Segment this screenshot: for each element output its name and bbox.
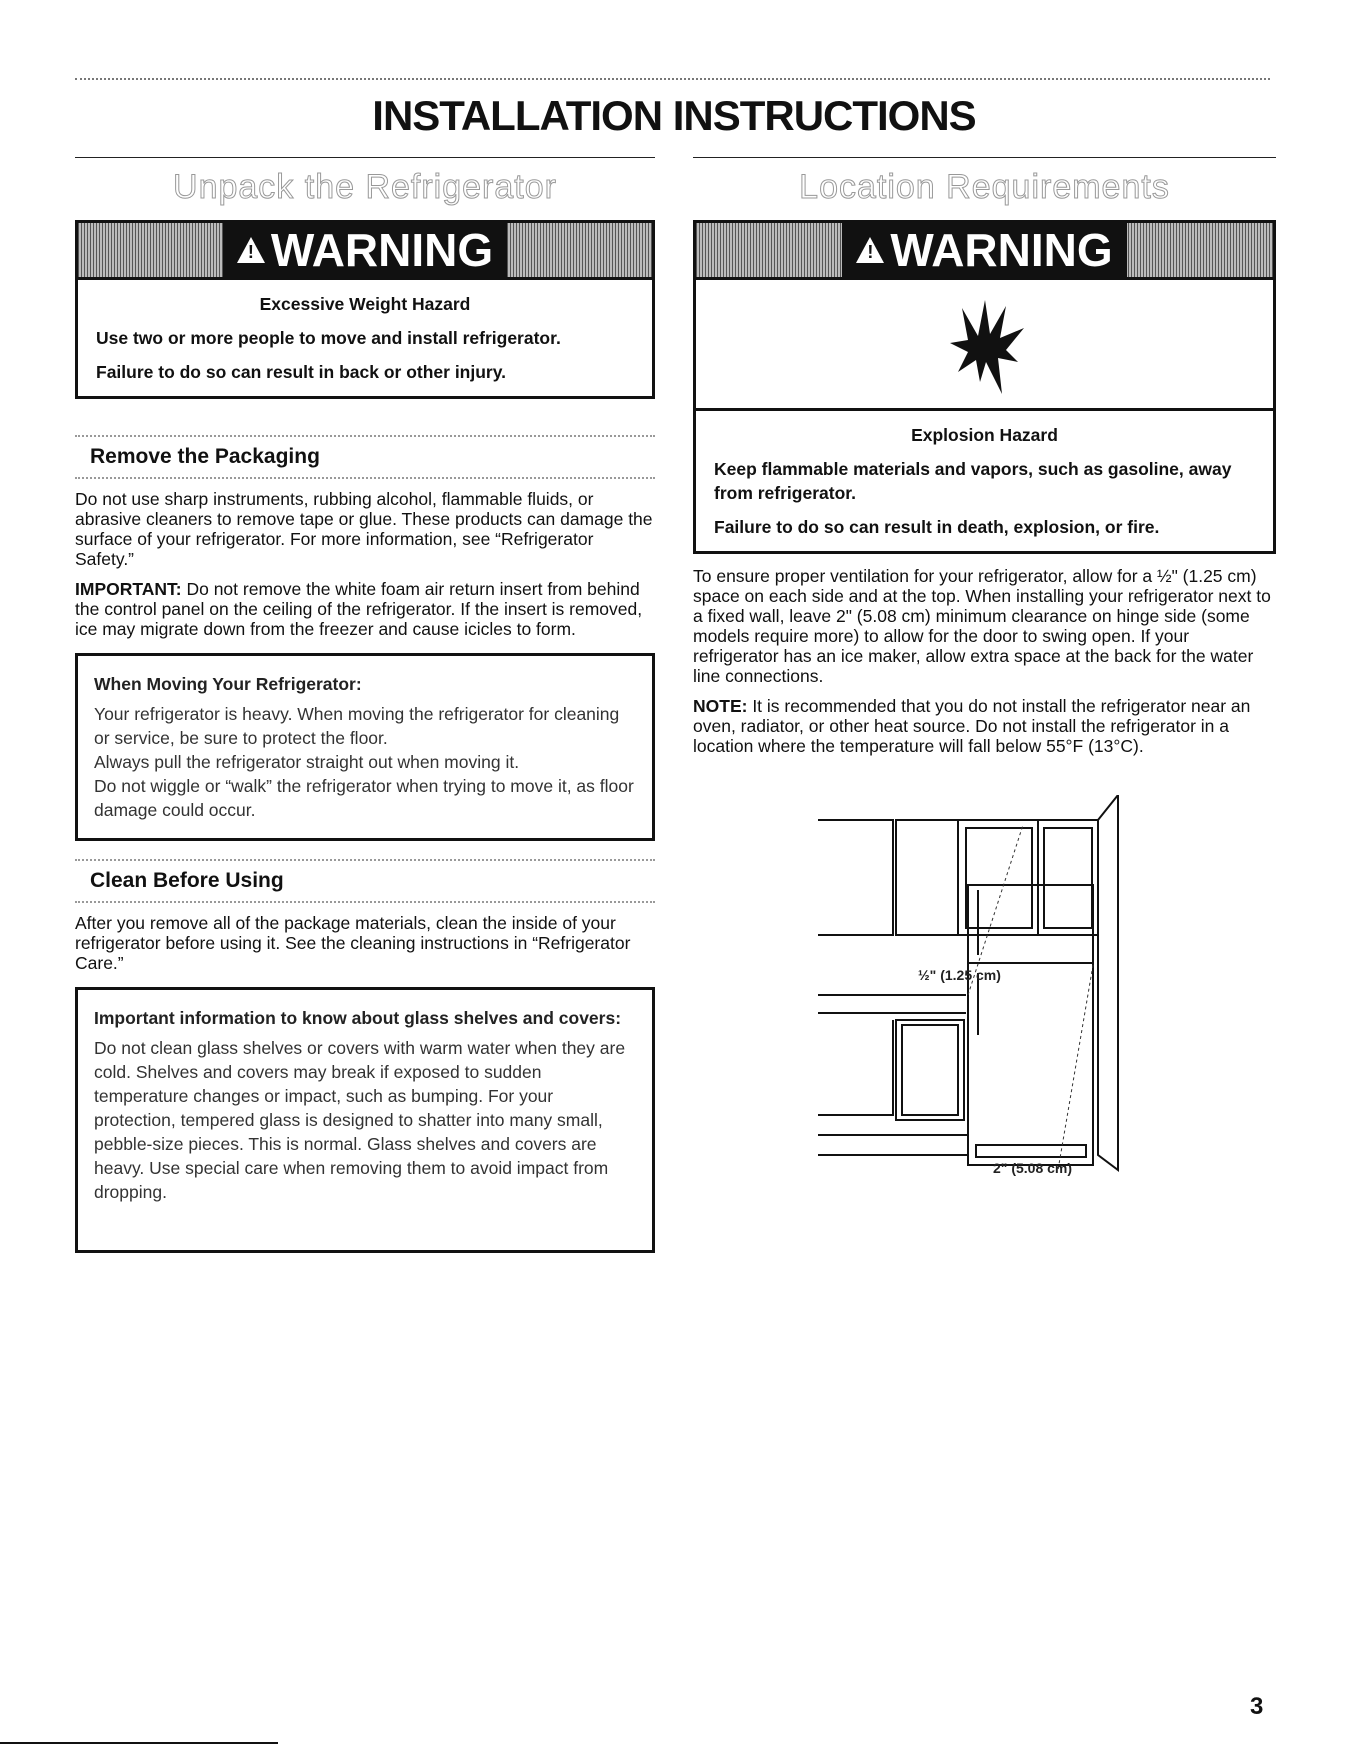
subsection-heading: Remove the Packaging — [90, 445, 320, 468]
top-dotted-rule — [75, 78, 1270, 83]
note-title: When Moving Your Refrigerator: — [94, 674, 362, 694]
hazard-title: Explosion Hazard — [911, 425, 1058, 445]
warning-body — [78, 280, 652, 396]
section-title-location: Location Requirements — [799, 168, 1170, 206]
section-rule — [75, 157, 655, 158]
hazard-title: Excessive Weight Hazard — [259, 294, 471, 314]
left-column — [75, 157, 655, 1253]
page-number: 3 — [1250, 1693, 1264, 1720]
right-column — [693, 157, 1276, 756]
paragraph: To ensure proper ventilation for your refrigerator, allow for a ½" (1.25 cm) space on each side and at the top. When installing your refrigerator next to a fixed wall, leave 2" (5.08 cm) minimum clearance on hinge side (some models require more) to allow for the door to swing open. If your refrigerator has an ice maker, allow extra space at the back for the water line connections. — [693, 566, 1271, 686]
note-text: Do not clean glass shelves or covers with warm water when they are cold. Shelves and covers may break if exposed to sudden temperature changes or impact, such as bumping. For your protection, tempered glass is designed to shatter into many small, pebble-size pieces. This is normal. Glass shelves and covers are heavy. Use special care when removing them to avoid impact from dropping. — [94, 1038, 626, 1202]
explosion-icon — [696, 280, 1273, 411]
note-paragraph — [693, 696, 1276, 756]
warning-text: WARNING — [890, 224, 1113, 276]
important-label: IMPORTANT: — [75, 579, 182, 599]
important-paragraph — [75, 579, 655, 639]
warning-line: Failure to do so can result in back or other injury. — [96, 362, 507, 382]
section-title-unpack: Unpack the Refrigerator — [173, 168, 557, 206]
warning-line: Failure to do so can result in death, explosion, or fire. — [714, 517, 1160, 537]
warning-banner — [78, 223, 652, 280]
subsection-rule — [75, 477, 655, 479]
warning-label — [842, 223, 1126, 277]
note-text: Do not wiggle or “walk” the refrigerator when trying to move it, as floor damage could occur. — [94, 776, 634, 820]
label-hinge-clearance: 2" (5.08 cm) — [993, 1160, 1073, 1176]
subsection-rule — [75, 901, 655, 903]
section-rule — [693, 157, 1276, 158]
subsection-heading: Clean Before Using — [90, 869, 284, 892]
explosion-warning-box — [693, 220, 1276, 554]
note-text: Your refrigerator is heavy. When moving the refrigerator for cleaning or service, be sure to protect the floor. — [94, 704, 620, 748]
warning-body — [696, 411, 1273, 551]
weight-warning-box — [75, 220, 655, 399]
note-text: It is recommended that you do not install the refrigerator near an oven, radiator, or other heat source. Do not install the refrigerator in a location where the temperature will fall below 55°F (13°C). — [693, 696, 1251, 756]
warning-label — [223, 223, 507, 277]
refrigerator-clearance-diagram — [818, 795, 1138, 1190]
page-title: INSTALLATION INSTRUCTIONS — [372, 92, 976, 139]
note-text: Always pull the refrigerator straight out when moving it. — [94, 752, 520, 772]
warning-text: WARNING — [270, 224, 494, 276]
moving-note-box — [75, 653, 655, 841]
warning-line: Use two or more people to move and install refrigerator. — [96, 328, 561, 348]
glass-note-box — [75, 987, 655, 1253]
note-title: Important information to know about glass shelves and covers: — [94, 1008, 622, 1028]
note-label: NOTE: — [693, 696, 748, 716]
bottom-rule — [0, 1742, 278, 1744]
important-text: Do not remove the white foam air return insert from behind the control panel on the ceiling of the refrigerator. If the insert is removed, ice may migrate down from the freezer and cause icicles to form. — [75, 579, 643, 639]
label-side-clearance: ½" (1.25 cm) — [918, 967, 1001, 983]
warning-triangle-icon: ! — [856, 237, 884, 263]
paragraph: Do not use sharp instruments, rubbing alcohol, flammable fluids, or abrasive cleaners to remove tape or glue. These products can damage the surface of your refrigerator. For more information, see “Refrigerator Safety.” — [75, 489, 653, 569]
warning-triangle-icon: ! — [237, 237, 265, 263]
paragraph: After you remove all of the package materials, clean the inside of your refrigerator before using it. See the cleaning instructions in “Refrigerator Care.” — [75, 913, 631, 973]
warning-line: Keep flammable materials and vapors, such as gasoline, away from refrigerator. — [714, 459, 1232, 503]
warning-banner — [696, 223, 1273, 280]
